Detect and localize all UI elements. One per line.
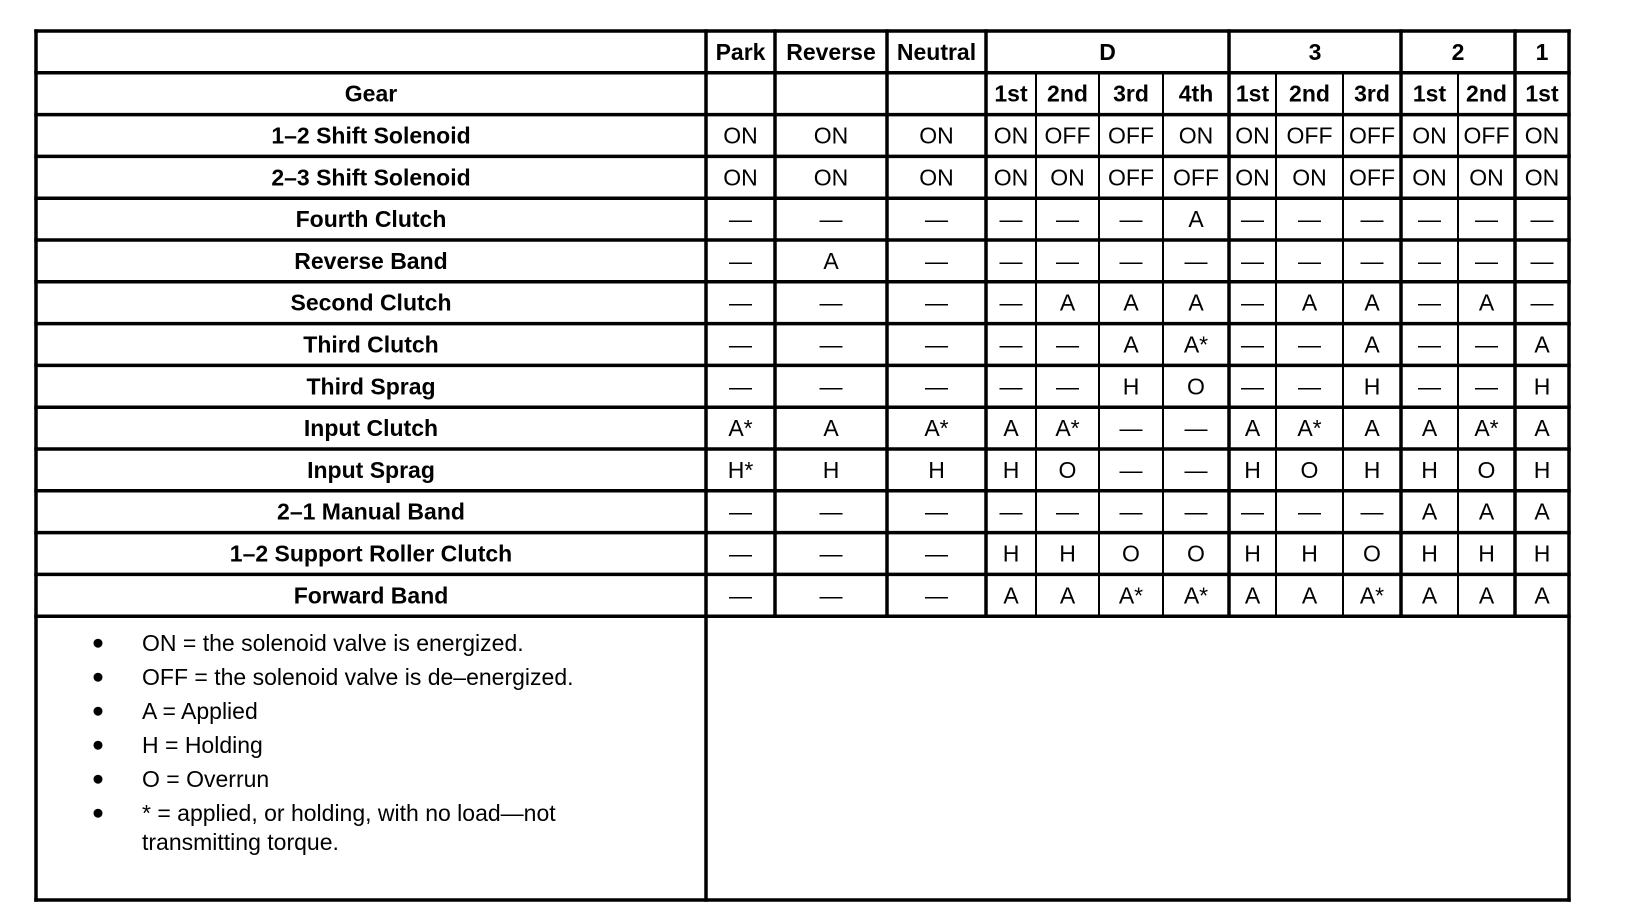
gear-header-3: 1st: [994, 80, 1028, 107]
table-cell: A: [823, 415, 839, 442]
table-cell: —: [1056, 247, 1079, 274]
table-cell: O: [1363, 540, 1381, 567]
table-cell: —: [819, 582, 843, 609]
table-cell: —: [1360, 206, 1384, 233]
table-cell: O: [1058, 456, 1077, 483]
table-cell: OFF: [1108, 164, 1154, 191]
table-cell: —: [1056, 498, 1079, 525]
table-cell: —: [925, 582, 948, 609]
table-cell: —: [729, 331, 752, 358]
table-cell: ON: [993, 122, 1029, 149]
table-cell: A*: [1474, 415, 1499, 442]
table-cell: —: [819, 331, 843, 358]
table-cell: —: [1056, 206, 1079, 233]
table-cell: ON: [1524, 122, 1560, 149]
table-cell: —: [819, 289, 843, 316]
table-cell: —: [999, 498, 1023, 525]
table-cell: A*: [1055, 415, 1080, 442]
table-cell: —: [1241, 289, 1264, 316]
table-cell: —: [925, 373, 948, 400]
table-cell: ON: [1412, 164, 1447, 191]
table-cell: A: [1003, 415, 1019, 442]
legend-item: * = applied, or holding, with no load—not: [142, 800, 556, 827]
bullet-icon: [94, 775, 103, 784]
table-cell: ON: [1178, 122, 1214, 149]
table-cell: ON: [1050, 164, 1085, 191]
table-cell: ON: [723, 164, 758, 191]
table-cell: ON: [919, 164, 954, 191]
legend-item: OFF = the solenoid valve is de–energized.: [142, 664, 574, 691]
table-cell: A: [1364, 331, 1380, 358]
table-cell: —: [1241, 331, 1264, 358]
table-cell: —: [1530, 289, 1554, 316]
table-cell: —: [1119, 247, 1143, 274]
table-cell: ON: [723, 122, 758, 149]
legend-item: transmitting torque.: [142, 829, 339, 856]
table-cell: A: [1534, 498, 1550, 525]
legend-item: H = Holding: [142, 732, 263, 759]
table-cell: H: [1533, 456, 1551, 483]
table-cell: O: [1187, 540, 1205, 567]
table-cell: —: [729, 540, 752, 567]
table-cell: —: [1184, 415, 1208, 442]
table-cell: —: [999, 206, 1023, 233]
table-cell: —: [729, 206, 752, 233]
component-label: Input Sprag: [307, 456, 435, 483]
bullet-icon: [94, 809, 103, 818]
table-cell: A*: [728, 415, 753, 442]
table-cell: A: [1478, 582, 1495, 609]
table-cell: —: [1298, 373, 1321, 400]
table-cell: H: [1002, 540, 1020, 567]
table-cell: —: [1119, 415, 1143, 442]
bullet-icon: [94, 639, 103, 648]
table-cell: OFF: [1044, 122, 1091, 149]
table-cell: —: [1241, 247, 1264, 274]
table-cell: —: [729, 247, 752, 274]
table-cell: —: [1241, 498, 1264, 525]
table-cell: —: [925, 247, 948, 274]
table-cell: H: [1421, 540, 1438, 567]
range-header-6: 1: [1535, 38, 1549, 65]
table-cell: A*: [1183, 331, 1209, 358]
table-cell: —: [1119, 206, 1143, 233]
table-cell: —: [1184, 456, 1208, 483]
table-cell: O: [1187, 373, 1205, 400]
component-label: 2–3 Shift Solenoid: [271, 164, 471, 191]
table-cell: ON: [1524, 164, 1560, 191]
table-cell: H: [1059, 540, 1076, 567]
table-cell: A: [1478, 498, 1495, 525]
table-cell: —: [1241, 373, 1264, 400]
table-cell: A: [1059, 289, 1076, 316]
gear-header-4: 2nd: [1047, 80, 1088, 107]
table-cell: A: [823, 247, 839, 274]
table-cell: H: [1478, 540, 1495, 567]
table-cell: ON: [993, 164, 1029, 191]
table-cell: ON: [1412, 122, 1447, 149]
table-cell: ON: [1235, 122, 1270, 149]
table-cell: A: [1244, 582, 1261, 609]
table-cell: A: [1059, 582, 1076, 609]
table-cell: —: [1056, 331, 1079, 358]
table-cell: OFF: [1349, 164, 1395, 191]
gear-header-10: 1st: [1412, 80, 1447, 107]
table-cell: —: [1241, 206, 1264, 233]
table-cell: A*: [1297, 415, 1322, 442]
table-cell: O: [1300, 456, 1319, 483]
component-label: Third Clutch: [303, 331, 439, 358]
table-cell: —: [925, 289, 948, 316]
legend-item: ON = the solenoid valve is energized.: [142, 630, 524, 657]
table-cell: OFF: [1108, 122, 1154, 149]
table-cell: H*: [727, 456, 754, 483]
table-cell: A*: [1359, 582, 1385, 609]
legend-item: A = Applied: [142, 698, 258, 725]
table-cell: H: [1363, 456, 1381, 483]
table-cell: —: [1530, 247, 1554, 274]
table-cell: —: [999, 247, 1023, 274]
table-cell: A: [1301, 582, 1318, 609]
table-cell: O: [1477, 456, 1496, 483]
table-cell: —: [999, 373, 1023, 400]
table-cell: —: [729, 582, 752, 609]
bullet-icon: [94, 673, 103, 682]
component-label: Reverse Band: [294, 247, 448, 274]
table-cell: A: [1534, 415, 1550, 442]
table-cell: —: [1119, 456, 1143, 483]
gear-header-7: 1st: [1235, 80, 1270, 107]
table-cell: ON: [1292, 164, 1327, 191]
table-cell: —: [819, 540, 843, 567]
table-cell: H: [1244, 456, 1261, 483]
table-cell: A: [1421, 498, 1438, 525]
table-cell: A: [1123, 289, 1139, 316]
bullet-icon: [94, 707, 103, 716]
table-cell: A: [1364, 415, 1380, 442]
table-cell: ON: [1235, 164, 1270, 191]
component-label: 2–1 Manual Band: [277, 498, 465, 525]
table-cell: —: [925, 498, 948, 525]
table-cell: A: [1478, 289, 1495, 316]
table-cell: —: [1298, 331, 1321, 358]
table-cell: —: [1298, 498, 1321, 525]
table-cell: —: [1184, 247, 1208, 274]
table-cell: —: [1184, 498, 1208, 525]
table-cell: —: [925, 206, 948, 233]
table-cell: A: [1188, 206, 1204, 233]
table-cell: —: [925, 331, 948, 358]
range-header-1: Reverse: [786, 38, 876, 65]
table-cell: —: [999, 289, 1023, 316]
table-cell: ON: [919, 122, 954, 149]
table-cell: —: [1056, 373, 1079, 400]
component-label: Input Clutch: [303, 415, 439, 442]
range-header-2: Neutral: [896, 38, 977, 65]
gear-header-5: 3rd: [1113, 80, 1149, 107]
table-cell: A: [1421, 415, 1438, 442]
table-cell: H: [1421, 456, 1438, 483]
range-header-3: D: [1099, 38, 1116, 65]
table-cell: H: [928, 456, 945, 483]
component-label: Third Sprag: [306, 373, 436, 400]
range-header-0: Park: [715, 38, 766, 65]
table-cell: —: [1475, 373, 1498, 400]
table-cell: A*: [1118, 582, 1144, 609]
table-cell: H: [822, 456, 840, 483]
table-cell: —: [999, 331, 1023, 358]
gear-header-11: 2nd: [1466, 80, 1507, 107]
table-cell: —: [1475, 247, 1498, 274]
table-cell: OFF: [1349, 122, 1395, 149]
range-header-5: 2: [1451, 38, 1465, 65]
table-cell: A: [1123, 331, 1139, 358]
table-cell: —: [1360, 498, 1384, 525]
component-label: 1–2 Shift Solenoid: [271, 122, 471, 149]
gear-header-12: 1st: [1525, 80, 1559, 107]
table-cell: OFF: [1173, 164, 1219, 191]
table-cell: A: [1364, 289, 1380, 316]
bullet-icon: [94, 741, 103, 750]
range-header-4: 3: [1308, 38, 1322, 65]
table-cell: O: [1122, 540, 1140, 567]
gear-header-8: 2nd: [1289, 80, 1330, 107]
table-cell: —: [1298, 247, 1321, 274]
table-cell: A: [1301, 289, 1318, 316]
table-cell: —: [1530, 206, 1554, 233]
table-cell: H: [1244, 540, 1261, 567]
component-label: Fourth Clutch: [295, 206, 447, 233]
table-cell: A: [1188, 289, 1204, 316]
table-cell: —: [819, 373, 843, 400]
table-cell: ON: [1469, 164, 1504, 191]
table-cell: —: [925, 540, 948, 567]
table-cell: —: [1119, 498, 1143, 525]
table-cell: A: [1534, 331, 1550, 358]
gear-header-9: 3rd: [1354, 80, 1390, 107]
table-cell: —: [1418, 206, 1441, 233]
table-cell: OFF: [1463, 122, 1510, 149]
table-cell: —: [1418, 247, 1441, 274]
legend-item: O = Overrun: [142, 766, 270, 793]
table-cell: A*: [924, 415, 949, 442]
table-cell: —: [1418, 373, 1441, 400]
table-cell: H: [1533, 540, 1551, 567]
component-label: Forward Band: [293, 582, 449, 609]
table-cell: A: [1534, 582, 1550, 609]
table-cell: A: [1421, 582, 1438, 609]
table-cell: H: [1122, 373, 1140, 400]
table-cell: A: [1244, 415, 1261, 442]
table-cell: —: [729, 289, 752, 316]
table-cell: A*: [1183, 582, 1209, 609]
table-cell: —: [819, 206, 843, 233]
table-cell: —: [1360, 247, 1384, 274]
table-cell: H: [1002, 456, 1020, 483]
table-cell: A: [1003, 582, 1019, 609]
table-cell: —: [729, 498, 752, 525]
gear-header-6: 4th: [1178, 80, 1214, 107]
table-cell: ON: [813, 122, 849, 149]
gear-row-label: Gear: [344, 80, 398, 107]
table-cell: —: [1475, 331, 1498, 358]
component-label: Second Clutch: [290, 289, 452, 316]
table-cell: H: [1301, 540, 1318, 567]
table-cell: —: [1298, 206, 1321, 233]
table-cell: H: [1363, 373, 1381, 400]
table-cell: —: [1475, 206, 1498, 233]
component-label: 1–2 Support Roller Clutch: [229, 540, 513, 567]
table-cell: H: [1533, 373, 1551, 400]
table-cell: —: [1418, 289, 1441, 316]
table-cell: —: [819, 498, 843, 525]
table-cell: OFF: [1286, 122, 1333, 149]
table-cell: —: [1418, 331, 1441, 358]
table-cell: ON: [813, 164, 849, 191]
table-cell: —: [729, 373, 752, 400]
